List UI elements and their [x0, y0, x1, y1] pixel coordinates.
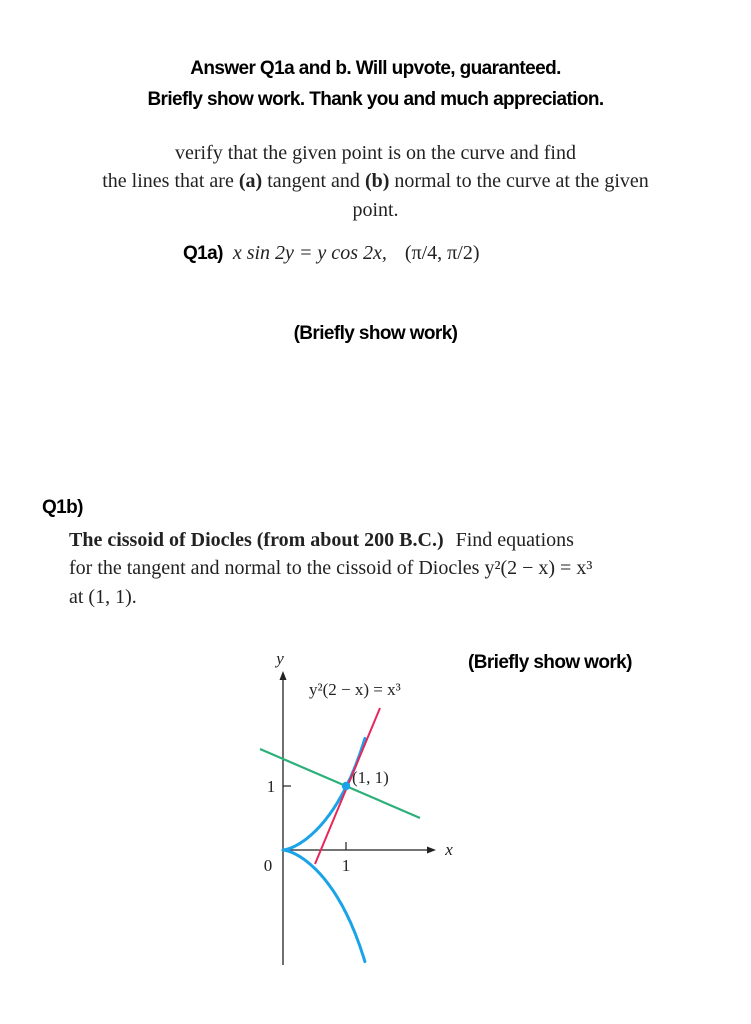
x-axis-label: x: [445, 840, 453, 859]
tick-x-1-label: 1: [341, 856, 351, 875]
instructions-line-1: verify that the given point is on the curve and find: [174, 142, 576, 164]
tick-y-1-label: 1: [266, 777, 276, 796]
normal-line: [260, 749, 420, 818]
q1b-title: The cissoid of Diocles (from about 200 B.C.): [69, 529, 444, 551]
cissoid-figure: [230, 645, 470, 975]
q1a-point: (π/4, π/2): [404, 242, 480, 264]
instructions-line-2-mid: tangent and: [262, 170, 365, 192]
q1b-line-2: for the tangent and normal to the cissoid of Diocles y²(2 − x) = x³: [69, 557, 593, 579]
y-axis-label: y: [276, 649, 284, 668]
origin-label: 0: [263, 856, 273, 875]
cissoid-lower-branch: [283, 850, 365, 962]
q1b-label: Q1b): [42, 497, 83, 518]
q1a-label: Q1a): [183, 243, 223, 264]
header-line-1: Answer Q1a and b. Will upvote, guaranteed.: [190, 58, 561, 79]
q1b-line-3: at (1, 1).: [69, 586, 137, 608]
q1b-line-1: [69, 529, 574, 552]
q1b-note: (Briefly show work): [468, 652, 632, 673]
y-axis-arrow: [280, 671, 287, 680]
curve-equation-label: y²(2 − x) = x³: [309, 680, 401, 699]
point-label: (1, 1): [352, 768, 389, 787]
instructions-line-2-post: normal to the curve at the given: [389, 170, 649, 192]
q1a-row: [183, 242, 480, 265]
instructions-line-2: [0, 170, 751, 193]
point-1-1-marker: [342, 782, 350, 790]
q1a-equation: x sin 2y = y cos 2x,: [232, 242, 387, 264]
part-b-label: (b): [364, 170, 390, 192]
cissoid-upper-branch: [283, 738, 365, 850]
q1a-note: (Briefly show work): [293, 323, 458, 344]
part-a-label: (a): [238, 170, 263, 192]
instructions-line-3: point.: [352, 199, 399, 221]
header-line-2: Briefly show work. Thank you and much appreciation.: [147, 89, 604, 110]
instructions-line-2-pre: the lines that are: [102, 170, 239, 192]
x-axis-arrow: [427, 847, 436, 854]
q1b-text-1: Find equations: [455, 529, 574, 551]
